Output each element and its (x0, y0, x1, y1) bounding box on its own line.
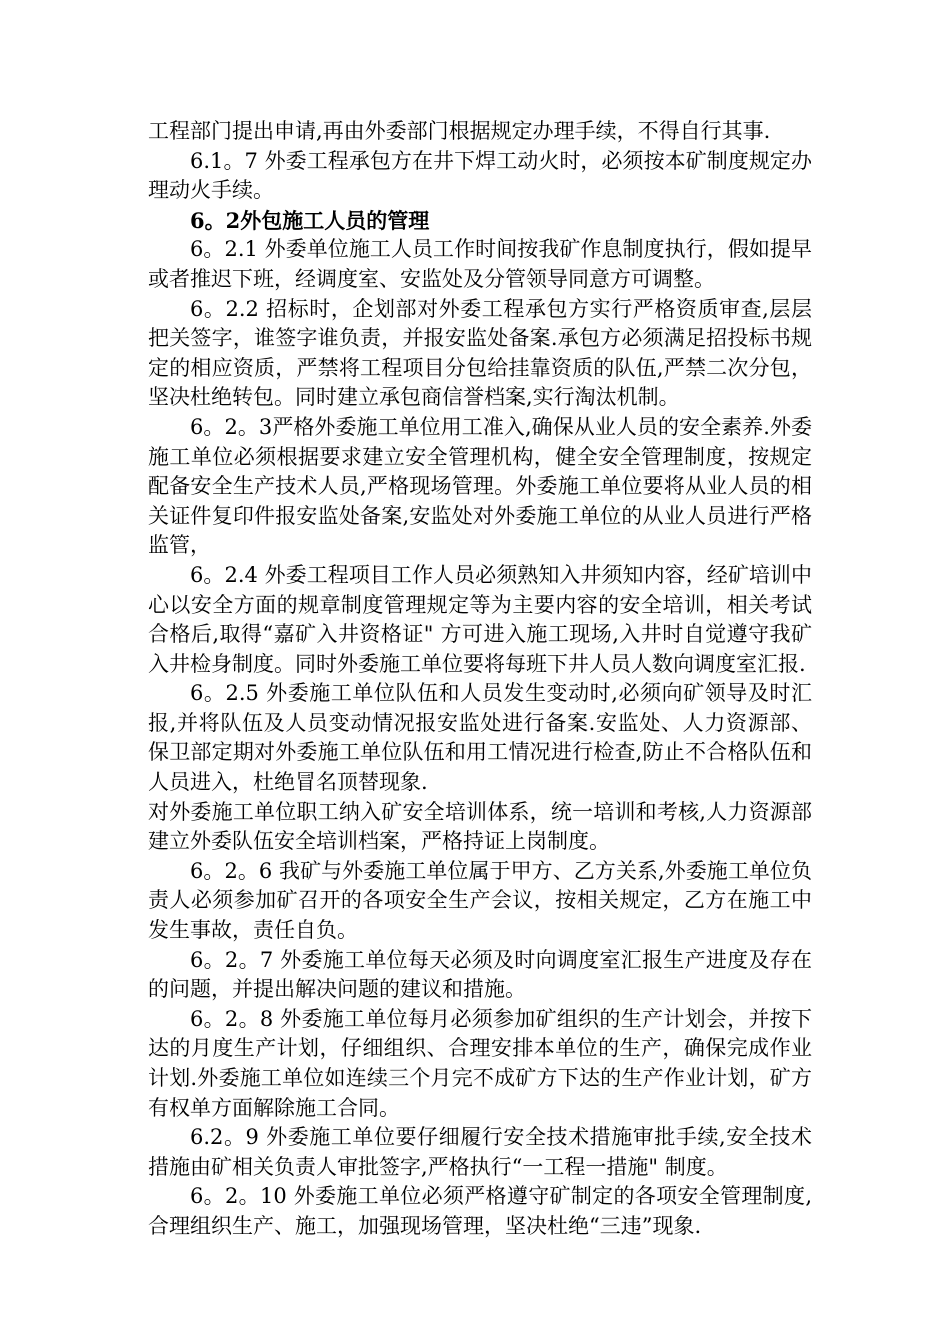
paragraph-6-2-3: 6。2。3严格外委施工单位用工准入,确保从业人员的安全素养.外委施工单位必须根据要求建立安全管理机构，健全安全管理制度，按规定配备安全生产技术人员,严格现场管理。外委施工单位要将从业人员的相关证件复印件报安监处备案,安监处对外委施工单位的从业人员进行严格监管， (148, 414, 812, 558)
section-heading-6-2: 6。2外包施工人员的管理 (190, 207, 430, 233)
paragraph-6-2-5: 6。2.5 外委施工单位队伍和人员发生变动时,必须向矿领导及时汇报,并将队伍及人员变动情况报安监处进行备案.安监处、人力资源部、保卫部定期对外委施工单位队伍和用工情况进行检查,防止不合格队伍和人员进入，杜绝冒名顶替现象. (148, 681, 812, 795)
paragraph-training: 对外委施工单位职工纳入矿安全培训体系，统一培训和考核,人力资源部建立外委队伍安全培训档案，严格持证上岗制度。 (148, 799, 812, 854)
paragraph-6-2-2: 6。2.2 招标时，企划部对外委工程承包方实行严格资质审查,层层把关签字，谁签字谁负责，并报安监处备案.承包方必须满足招投标书规定的相应资质，严禁将工程项目分包给挂靠资质的队伍,严禁二次分包，坚决杜绝转包。同时建立承包商信誉档案,实行淘汰机制。 (148, 296, 812, 410)
paragraph-6-2-6: 6。2。6 我矿与外委施工单位属于甲方、乙方关系,外委施工单位负责人必须参加矿召开的各项安全生产会议，按相关规定，乙方在施工中发生事故，责任自负。 (148, 858, 812, 943)
paragraph-1: 工程部门提出申请,再由外委部门根据规定办理手续，不得自行其事. (148, 119, 771, 143)
paragraph-6-2-1: 6。2.1 外委单位施工人员工作时间按我矿作息制度执行，假如提早或者推迟下班，经调度室、安监处及分管领导同意方可调整。 (148, 237, 812, 291)
paragraph-6-2-10: 6。2。10 外委施工单位必须严格遵守矿制定的各项安全管理制度,合理组织生产、施工，加强现场管理，坚决杜绝“三违”现象. (148, 1184, 812, 1238)
paragraph-6-2-4: 6。2.4 外委工程项目工作人员必须熟知入井须知内容，经矿培训中心以安全方面的规章制度管理规定等为主要内容的安全培训，相关考试合格后,取得“嘉矿入井资格证" 方可进入施工现场,入井时自觉遵守我矿入井检身制度。同时外委施工单位要将每班下井人员人数向调度室汇报. (148, 562, 812, 676)
document-body (148, 117, 812, 1242)
paragraph-6-2-8: 6。2。8 外委施工单位每月必须参加矿组织的生产计划会，并按下达的月度生产计划，仔细组织、合理安排本单位的生产，确保完成作业计划.外委施工单位如连续三个月完不成矿方下达的生产作业计划，矿方有权单方面解除施工合同。 (148, 1006, 812, 1120)
paragraph-6-1-7: 6.1。7 外委工程承包方在井下焊工动火时，必须按本矿制度规定办理动火手续。 (148, 148, 812, 203)
paragraph-6-2-9: 6.2。9 外委施工单位要仔细履行安全技术措施审批手续,安全技术措施由矿相关负责人审批签字,严格执行“一工程一措施" 制度。 (148, 1125, 812, 1179)
paragraph-6-2-7: 6。2。7 外委施工单位每天必须及时向调度室汇报生产进度及存在的问题，并提出解决问题的建议和措施。 (148, 947, 812, 1002)
